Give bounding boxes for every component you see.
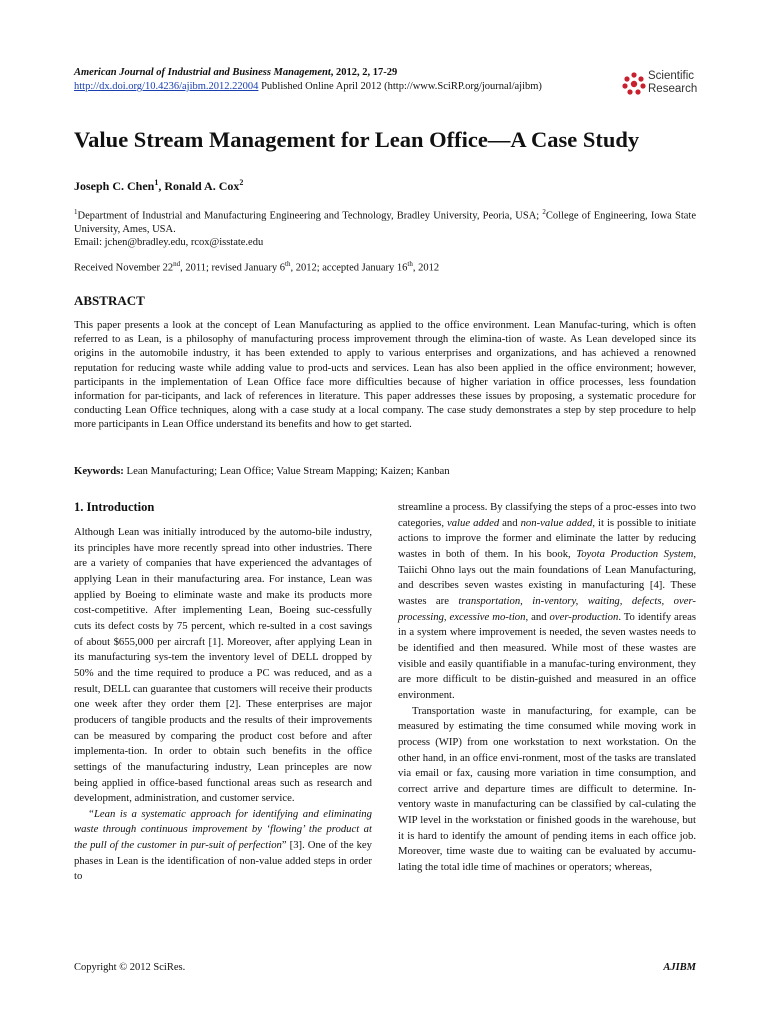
received-sup-2: th — [285, 260, 291, 268]
authors — [74, 178, 243, 194]
received-part-4: , 2012 — [412, 262, 440, 274]
received-part-1: Received November 22 — [74, 262, 174, 274]
received-sup-1: nd — [173, 260, 181, 268]
rp1-text-4: , Taiichi Ohno lays out the main foundations of Lean Manufacturing, and describes seven wastes existing in manufacturing [4]. These wastes are — [398, 547, 696, 607]
right-column — [398, 500, 696, 876]
left-column — [74, 525, 372, 885]
rp1-text-1: streamline a process. By classifying the steps of a proc-esses into two categories, — [398, 501, 696, 529]
paper-title: Value Stream Management for Lean Office—A Case Study — [74, 127, 640, 152]
right-paragraph-2: Transportation waste in manufacturing, for example, can be measured by estimating the time consumed while moving work in process (WIP) from one workstation to next workstation. On the other hand, in an office envi-ronment, most of the tasks are translated via email or fax, causing more variation in time consumption, and correct arrive and departure times are difficult to determine. In-ventory waste in manufacturing can be classified by cal-culating the WIP level in the workstation or finished goods in the warehouse, but it is hard to identify the amount of pending items in each office job. Moreover, time waste due to waiting can be evaluated by accumu-lating the total idle time of machines or operators; whereas, — [398, 704, 696, 874]
rp1-text-6: . To identify areas in a system where improvement is needed, the seven wastes needs to be identified and then measured. While most of these wastes are visible and easily quantifiable in a manufac-turing environment, they are more difficult to be distin-guished and measured in an office environment. — [398, 610, 696, 701]
keywords — [74, 464, 696, 478]
rp1-wastes-list: transportation, in-ventory, waiting, defects, over-processing, excessive mo-tion — [398, 594, 696, 623]
intro-paragraph-2 — [74, 807, 372, 885]
intro-paragraph-1: Although Lean was initially introduced by the automo-bile industry, its principles have more recently spread into other industries. There are a variety of companies that have experienced the advantages of applying Lean in their manufacturing area. For instance, Lean was applied by Boeing to eliminate waste and make its products more cost-competitive. After implementing Lean, Boeing suc-cessfully cuts its defect costs by 75 percent, which re-sulted in a cost savings of about $655,000 per aircraft [1]. Moreover, after applying Lean in its manufacturing sys-tem the inventory level of DELL dropped by 50% and the time required to produce a PC was reduced, and as a result, DELL can guarantee that customers will receive their products one week after they order them [2]. These enterprises are major producers of tangible products and the results of their improvements can be measured by comparing the product cost before and after implementa-tion. In order to obtain such benefits in the office settings of the manufacturing industry, Lean princeples are now being applied in office-based functional areas such as research and development, administration, and customer service. — [74, 526, 372, 805]
journal-name: American Journal of Industrial and Business Management — [74, 67, 331, 78]
affiliations — [74, 206, 696, 249]
affil-sup-2: 2 — [542, 208, 546, 216]
footer-copyright: Copyright © 2012 SciRes. — [74, 962, 186, 973]
keywords-text: Lean Manufacturing; Lean Office; Value Stream Mapping; Kaizen; Kanban — [123, 465, 450, 477]
publisher-logo-icon — [622, 72, 646, 96]
section-heading-introduction: 1. Introduction — [74, 500, 155, 514]
author-1: Joseph C. Chen — [74, 179, 155, 193]
affil-text-1: Department of Industrial and Manufacturing Engineering and Technology, Bradley University, Peoria, USA; — [77, 210, 543, 222]
rp1-text-5: , and — [525, 610, 550, 623]
received-part-3: , 2012; accepted January 16 — [290, 262, 408, 274]
publisher-logo — [622, 70, 722, 100]
publisher-logo-text — [648, 70, 697, 96]
right-paragraph-1 — [398, 500, 696, 704]
rp1-over-production: over-production — [549, 610, 619, 623]
rp1-non-value-added: non-value added — [520, 516, 593, 529]
abstract-body: This paper presents a look at the concept of Lean Manufacturing as applied to the office environment. Lean Manufac-turing, which is often referred to as Lean, is a philosophy of manufacturing process improvement through the elimina-tion of waste. As Lean developed since its origins in the automobile industry, it has been extended to apply to various enterprises and organizations, and has achieved a renowned reputation for reducing waste while adding value to prod-ucts and services. Lean has also been applied in the office environment; however, participants in the implementation of Lean Office face more difficulties because of higher variation in office processes, less foundation information for par-ticipants, and lack of references in literature. This paper addresses these issues by proposing, a systematic procedure for conducting Lean Office techniques, along with a case study at a local company. The case study demonstrates a step by step procedure to help more participants in Lean Office understand its benefits and how to get started. — [74, 319, 696, 431]
journal-citation: , 2012, 2, 17-29 — [330, 67, 398, 78]
footer-journal-abbr: AJIBM — [663, 962, 696, 973]
keywords-label: Keywords: — [74, 465, 124, 477]
lean-quote-end: ” [3]. One of the key phases in Lean is the identification of non-value added steps in order to — [74, 839, 373, 883]
rp1-text-2: and — [499, 516, 521, 529]
journal-header — [74, 66, 614, 94]
logo-line-2: Research — [648, 83, 698, 95]
received-part-2: , 2011; revised January 6 — [180, 262, 286, 274]
affil-sup-1: 1 — [74, 208, 78, 216]
rp1-value-added: value added — [446, 516, 500, 529]
doi-link[interactable]: http://dx.doi.org/10.4236/ajibm.2012.22004 — [74, 81, 259, 92]
email: Email: jchen@bradley.edu, rcox@isstate.edu — [74, 237, 264, 249]
author-2-sup: 2 — [239, 178, 244, 187]
author-1-sup: 1 — [154, 178, 159, 187]
author-2: Ronald A. Cox — [164, 179, 240, 193]
published-info: Published Online April 2012 (http://www.SciRP.org/journal/ajibm) — [258, 81, 542, 92]
author-sep: , — [158, 179, 165, 193]
abstract-heading: ABSTRACT — [74, 293, 145, 308]
received-dates — [74, 258, 439, 275]
affil-text-2: College of Engineering, Iowa State University, Ames, USA. — [74, 210, 696, 235]
rp1-text-3: , it is possible to initiate actions to improve the former and eliminate the latter by reducing wastes in both of them. In his book, — [398, 516, 697, 560]
received-sup-3: th — [407, 260, 413, 268]
rp1-book-title: Toyota Production System — [576, 547, 694, 560]
logo-line-1: Scientific — [648, 70, 695, 82]
lean-quote: “Lean is a systematic approach for identifying and eliminating waste through continuous improvement by ‘flowing’ the product at the pull of the customer in pur-suit of perfection — [74, 807, 372, 852]
